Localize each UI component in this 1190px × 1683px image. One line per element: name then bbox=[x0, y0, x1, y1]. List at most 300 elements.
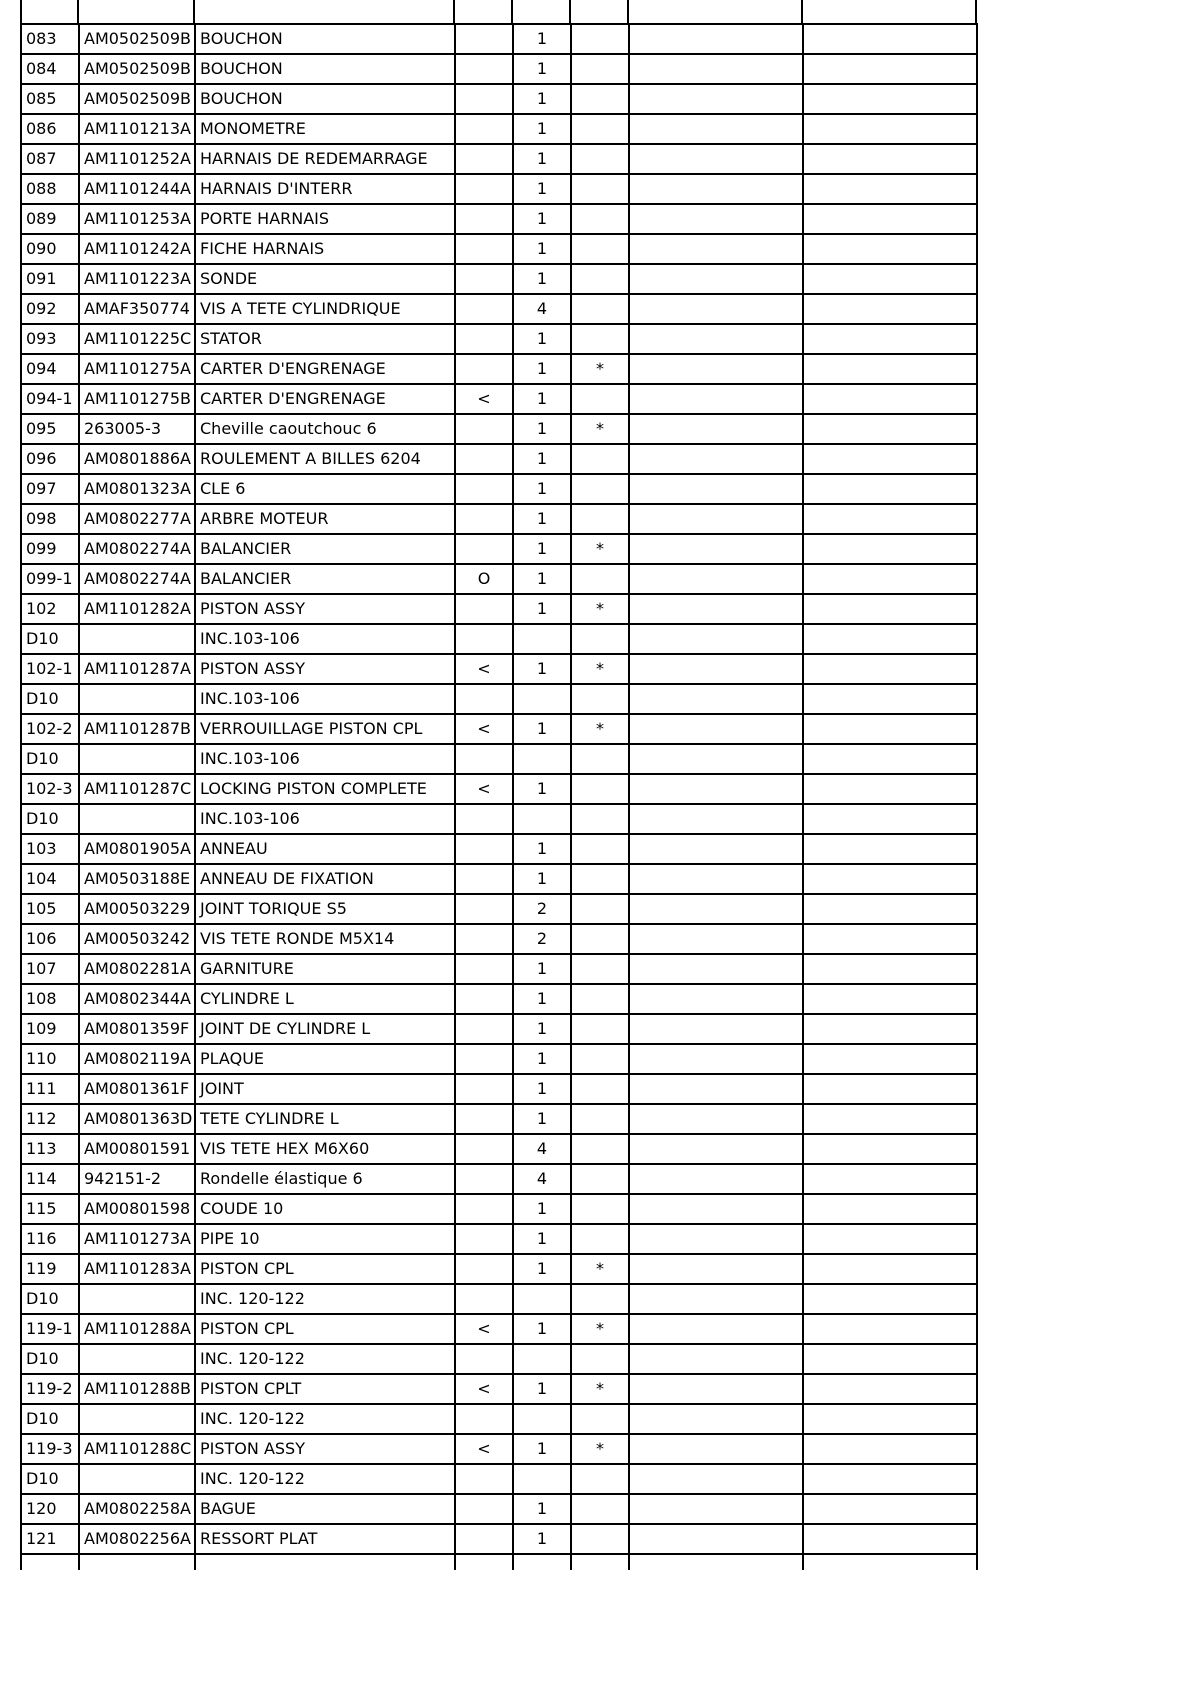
table-row bbox=[21, 534, 977, 564]
table-row bbox=[21, 1464, 977, 1494]
cell-part-number: AM0801886A bbox=[79, 444, 195, 474]
cell-marker bbox=[571, 1494, 629, 1524]
cell-item-number: 119-3 bbox=[21, 1434, 79, 1464]
table-row bbox=[21, 1344, 977, 1374]
cell-note-flag bbox=[455, 1224, 513, 1254]
cell-marker bbox=[571, 834, 629, 864]
table-row-continuation bbox=[21, 1554, 977, 1570]
cell-extra bbox=[803, 1314, 977, 1344]
cell-extra bbox=[803, 384, 977, 414]
table-row bbox=[21, 744, 977, 774]
cell-marker bbox=[571, 144, 629, 174]
table-row bbox=[21, 474, 977, 504]
cell-description: BALANCIER bbox=[195, 534, 455, 564]
cell-quantity: 1 bbox=[513, 564, 571, 594]
cell-note-flag bbox=[455, 624, 513, 654]
table-row bbox=[21, 1104, 977, 1134]
cell-part-number: 942151-2 bbox=[79, 1164, 195, 1194]
cell-extra bbox=[803, 1104, 977, 1134]
table-row bbox=[21, 984, 977, 1014]
cell-part-number: AM0503188E bbox=[79, 864, 195, 894]
cell-description: PISTON CPL bbox=[195, 1254, 455, 1284]
cell-marker bbox=[571, 1404, 629, 1434]
cell-remarks bbox=[629, 624, 803, 654]
cell-extra bbox=[803, 804, 977, 834]
cell-remarks bbox=[629, 1254, 803, 1284]
cell-remarks bbox=[629, 774, 803, 804]
cell-item-number: 110 bbox=[21, 1044, 79, 1074]
table-row bbox=[21, 444, 977, 474]
cell-part-number bbox=[79, 1404, 195, 1434]
table-row bbox=[21, 924, 977, 954]
table-row bbox=[21, 714, 977, 744]
table-row bbox=[21, 1224, 977, 1254]
cell-remarks bbox=[629, 444, 803, 474]
cell-marker bbox=[571, 234, 629, 264]
cell-part-number: AM1101273A bbox=[79, 1224, 195, 1254]
cell-part-number: AM1101287A bbox=[79, 654, 195, 684]
cell-marker bbox=[571, 174, 629, 204]
cell-part-number: AM1101287B bbox=[79, 714, 195, 744]
cell-marker bbox=[571, 954, 629, 984]
cell-marker bbox=[571, 504, 629, 534]
cell-remarks bbox=[629, 654, 803, 684]
cell-quantity: 1 bbox=[513, 1104, 571, 1134]
cell-marker: * bbox=[571, 354, 629, 384]
cell-item-number: 113 bbox=[21, 1134, 79, 1164]
table-row bbox=[21, 1254, 977, 1284]
cell-note-flag: < bbox=[455, 1314, 513, 1344]
cell-part-number: AM0802274A bbox=[79, 534, 195, 564]
cell-extra bbox=[803, 1494, 977, 1524]
cell-note-flag bbox=[455, 1254, 513, 1284]
column-divider-line bbox=[975, 0, 977, 23]
cell-part-number: AM1101283A bbox=[79, 1254, 195, 1284]
cell-marker bbox=[571, 1464, 629, 1494]
cell-note-flag: < bbox=[455, 774, 513, 804]
column-divider-line bbox=[20, 0, 22, 23]
cell-quantity: 2 bbox=[513, 894, 571, 924]
cell-item-number: 098 bbox=[21, 504, 79, 534]
cell-item-number: 093 bbox=[21, 324, 79, 354]
table-row bbox=[21, 624, 977, 654]
cell-remarks bbox=[629, 84, 803, 114]
cell-quantity: 1 bbox=[513, 1524, 571, 1554]
cell-remarks bbox=[629, 804, 803, 834]
cell-item-number: 105 bbox=[21, 894, 79, 924]
cell-quantity bbox=[513, 684, 571, 714]
cell-quantity: 1 bbox=[513, 984, 571, 1014]
cell-marker: * bbox=[571, 1254, 629, 1284]
cell-description: CYLINDRE L bbox=[195, 984, 455, 1014]
cell-description: Cheville caoutchouc 6 bbox=[195, 414, 455, 444]
column-divider-line bbox=[453, 0, 455, 23]
cell-note-flag bbox=[455, 114, 513, 144]
cell-part-number: AM1101244A bbox=[79, 174, 195, 204]
cell-marker bbox=[571, 84, 629, 114]
cell-extra bbox=[803, 864, 977, 894]
cell-quantity bbox=[513, 1344, 571, 1374]
cell-description: HARNAIS DE REDEMARRAGE bbox=[195, 144, 455, 174]
cell-item-number: 086 bbox=[21, 114, 79, 144]
cell-quantity: 1 bbox=[513, 1314, 571, 1344]
cell-description: VIS TETE HEX M6X60 bbox=[195, 1134, 455, 1164]
cell-extra bbox=[803, 924, 977, 954]
cell-extra bbox=[803, 504, 977, 534]
cell-note-flag bbox=[455, 414, 513, 444]
cell-extra bbox=[803, 1284, 977, 1314]
cell-quantity: 1 bbox=[513, 234, 571, 264]
cell-extra bbox=[803, 954, 977, 984]
cell-quantity: 1 bbox=[513, 114, 571, 144]
cell-description: ROULEMENT A BILLES 6204 bbox=[195, 444, 455, 474]
cell-remarks bbox=[629, 1224, 803, 1254]
cell-description: MONOMETRE bbox=[195, 114, 455, 144]
cell-part-number: AM0802281A bbox=[79, 954, 195, 984]
table-row bbox=[21, 1014, 977, 1044]
table-row bbox=[21, 564, 977, 594]
cell-part-number bbox=[79, 624, 195, 654]
cell-extra bbox=[803, 1014, 977, 1044]
cell-quantity bbox=[513, 624, 571, 654]
cell-quantity: 1 bbox=[513, 1374, 571, 1404]
cell-note-flag bbox=[455, 1284, 513, 1314]
cell-description: COUDE 10 bbox=[195, 1194, 455, 1224]
cell-item-number: 102-1 bbox=[21, 654, 79, 684]
cell-item-number: D10 bbox=[21, 624, 79, 654]
cell-description: PISTON CPL bbox=[195, 1314, 455, 1344]
cell-extra bbox=[803, 744, 977, 774]
table-row bbox=[21, 1374, 977, 1404]
cell-item-number: 102-3 bbox=[21, 774, 79, 804]
cell-extra bbox=[803, 54, 977, 84]
cell-remarks bbox=[629, 1134, 803, 1164]
cell-extra bbox=[803, 894, 977, 924]
cell-part-number: AM0801905A bbox=[79, 834, 195, 864]
cell-extra bbox=[803, 654, 977, 684]
cell-remarks bbox=[629, 834, 803, 864]
cell-note-flag bbox=[455, 354, 513, 384]
table-row bbox=[21, 774, 977, 804]
cell-remarks bbox=[629, 684, 803, 714]
cell-part-number: AM1101275B bbox=[79, 384, 195, 414]
cell-extra bbox=[803, 1404, 977, 1434]
cell-description: INC. 120-122 bbox=[195, 1284, 455, 1314]
cell-remarks bbox=[629, 864, 803, 894]
cell-item-number: 099-1 bbox=[21, 564, 79, 594]
cell-note-flag bbox=[455, 1014, 513, 1044]
cell-remarks bbox=[629, 1194, 803, 1224]
cell-note-flag bbox=[455, 144, 513, 174]
cell-empty bbox=[21, 1554, 79, 1570]
cell-part-number: AM1101213A bbox=[79, 114, 195, 144]
cell-note-flag bbox=[455, 84, 513, 114]
cell-extra bbox=[803, 234, 977, 264]
cell-extra bbox=[803, 624, 977, 654]
cell-remarks bbox=[629, 174, 803, 204]
cell-quantity: 1 bbox=[513, 594, 571, 624]
cell-item-number: 090 bbox=[21, 234, 79, 264]
cell-marker bbox=[571, 804, 629, 834]
table-row bbox=[21, 84, 977, 114]
cell-remarks bbox=[629, 1014, 803, 1044]
cell-note-flag: O bbox=[455, 564, 513, 594]
table-row bbox=[21, 1494, 977, 1524]
cell-item-number: 095 bbox=[21, 414, 79, 444]
cell-note-flag bbox=[455, 1164, 513, 1194]
cell-extra bbox=[803, 1164, 977, 1194]
parts-list-table bbox=[20, 23, 978, 1570]
cell-quantity: 1 bbox=[513, 144, 571, 174]
cell-note-flag bbox=[455, 504, 513, 534]
table-row bbox=[21, 1284, 977, 1314]
cell-remarks bbox=[629, 414, 803, 444]
cell-description: BOUCHON bbox=[195, 54, 455, 84]
cell-description: HARNAIS D'INTERR bbox=[195, 174, 455, 204]
column-divider-line bbox=[627, 0, 629, 23]
cell-part-number: 263005-3 bbox=[79, 414, 195, 444]
cell-description: PISTON ASSY bbox=[195, 654, 455, 684]
cell-description: INC.103-106 bbox=[195, 684, 455, 714]
cell-marker bbox=[571, 1014, 629, 1044]
cell-quantity: 1 bbox=[513, 384, 571, 414]
table-row bbox=[21, 1194, 977, 1224]
cell-description: PISTON ASSY bbox=[195, 1434, 455, 1464]
cell-extra bbox=[803, 774, 977, 804]
cell-part-number: AMAF350774 bbox=[79, 294, 195, 324]
cell-note-flag bbox=[455, 924, 513, 954]
cell-item-number: D10 bbox=[21, 744, 79, 774]
cell-extra bbox=[803, 834, 977, 864]
cell-item-number: 094-1 bbox=[21, 384, 79, 414]
cell-marker bbox=[571, 384, 629, 414]
table-row bbox=[21, 1314, 977, 1344]
cell-description: JOINT DE CYLINDRE L bbox=[195, 1014, 455, 1044]
cell-marker: * bbox=[571, 414, 629, 444]
cell-description: VERROUILLAGE PISTON CPL bbox=[195, 714, 455, 744]
cell-marker bbox=[571, 744, 629, 774]
cell-description: BAGUE bbox=[195, 1494, 455, 1524]
cell-note-flag bbox=[455, 864, 513, 894]
cell-item-number: 115 bbox=[21, 1194, 79, 1224]
cell-note-flag bbox=[455, 684, 513, 714]
cell-remarks bbox=[629, 144, 803, 174]
cell-quantity: 1 bbox=[513, 354, 571, 384]
table-row bbox=[21, 1074, 977, 1104]
cell-item-number: D10 bbox=[21, 684, 79, 714]
cell-empty bbox=[79, 1554, 195, 1570]
cell-note-flag bbox=[455, 1134, 513, 1164]
cell-part-number: AM0802256A bbox=[79, 1524, 195, 1554]
cell-extra bbox=[803, 564, 977, 594]
cell-description: BOUCHON bbox=[195, 24, 455, 54]
cell-quantity: 1 bbox=[513, 504, 571, 534]
cell-item-number: D10 bbox=[21, 1344, 79, 1374]
cell-item-number: 114 bbox=[21, 1164, 79, 1194]
cell-item-number: D10 bbox=[21, 804, 79, 834]
cell-quantity bbox=[513, 1464, 571, 1494]
cell-extra bbox=[803, 354, 977, 384]
cell-quantity: 1 bbox=[513, 474, 571, 504]
cell-extra bbox=[803, 1524, 977, 1554]
cell-quantity: 1 bbox=[513, 264, 571, 294]
cell-note-flag bbox=[455, 594, 513, 624]
cell-remarks bbox=[629, 54, 803, 84]
cell-remarks bbox=[629, 294, 803, 324]
table-row bbox=[21, 264, 977, 294]
cell-extra bbox=[803, 1224, 977, 1254]
cell-description: TETE CYLINDRE L bbox=[195, 1104, 455, 1134]
cell-quantity: 4 bbox=[513, 1164, 571, 1194]
cell-marker bbox=[571, 24, 629, 54]
cell-remarks bbox=[629, 504, 803, 534]
cell-description: STATOR bbox=[195, 324, 455, 354]
cell-marker bbox=[571, 204, 629, 234]
cell-part-number: AM0802344A bbox=[79, 984, 195, 1014]
cell-item-number: 092 bbox=[21, 294, 79, 324]
cell-item-number: 103 bbox=[21, 834, 79, 864]
cell-item-number: D10 bbox=[21, 1284, 79, 1314]
cell-remarks bbox=[629, 234, 803, 264]
cell-marker bbox=[571, 984, 629, 1014]
cell-marker bbox=[571, 894, 629, 924]
cell-description: PORTE HARNAIS bbox=[195, 204, 455, 234]
cell-marker bbox=[571, 54, 629, 84]
cell-item-number: 119-1 bbox=[21, 1314, 79, 1344]
cell-note-flag bbox=[455, 174, 513, 204]
cell-remarks bbox=[629, 24, 803, 54]
cell-marker bbox=[571, 864, 629, 894]
cell-empty bbox=[803, 1554, 977, 1570]
cell-marker bbox=[571, 684, 629, 714]
cell-extra bbox=[803, 534, 977, 564]
cell-extra bbox=[803, 24, 977, 54]
cell-part-number: AM0801361F bbox=[79, 1074, 195, 1104]
cell-remarks bbox=[629, 474, 803, 504]
cell-marker bbox=[571, 1164, 629, 1194]
cell-note-flag bbox=[455, 234, 513, 264]
cell-extra bbox=[803, 84, 977, 114]
cell-note-flag bbox=[455, 984, 513, 1014]
cell-quantity: 1 bbox=[513, 1074, 571, 1104]
cell-part-number: AM1101242A bbox=[79, 234, 195, 264]
cell-remarks bbox=[629, 714, 803, 744]
table-row bbox=[21, 864, 977, 894]
cell-remarks bbox=[629, 384, 803, 414]
cell-part-number: AM1101225C bbox=[79, 324, 195, 354]
table-row bbox=[21, 414, 977, 444]
cell-marker bbox=[571, 324, 629, 354]
cell-item-number: 096 bbox=[21, 444, 79, 474]
cell-remarks bbox=[629, 1344, 803, 1374]
cell-marker bbox=[571, 1044, 629, 1074]
cell-item-number: 084 bbox=[21, 54, 79, 84]
cell-marker bbox=[571, 1284, 629, 1314]
cell-note-flag: < bbox=[455, 654, 513, 684]
cell-remarks bbox=[629, 564, 803, 594]
cell-description: PISTON CPLT bbox=[195, 1374, 455, 1404]
cell-quantity: 1 bbox=[513, 54, 571, 84]
cell-note-flag bbox=[455, 1044, 513, 1074]
column-divider-line bbox=[77, 0, 79, 23]
cell-item-number: 102 bbox=[21, 594, 79, 624]
cell-note-flag bbox=[455, 834, 513, 864]
cell-item-number: 087 bbox=[21, 144, 79, 174]
cell-note-flag bbox=[455, 1344, 513, 1374]
table-row bbox=[21, 144, 977, 174]
cell-extra bbox=[803, 1254, 977, 1284]
cell-description: JOINT bbox=[195, 1074, 455, 1104]
cell-marker bbox=[571, 1524, 629, 1554]
column-divider-line bbox=[801, 0, 803, 23]
cell-part-number: AM1101223A bbox=[79, 264, 195, 294]
cell-part-number: AM00503229 bbox=[79, 894, 195, 924]
cell-extra bbox=[803, 414, 977, 444]
cell-remarks bbox=[629, 354, 803, 384]
table-row bbox=[21, 324, 977, 354]
cell-quantity: 4 bbox=[513, 294, 571, 324]
cell-part-number: AM0502509B bbox=[79, 54, 195, 84]
cell-description: LOCKING PISTON COMPLETE bbox=[195, 774, 455, 804]
cell-description: GARNITURE bbox=[195, 954, 455, 984]
table-row bbox=[21, 54, 977, 84]
cell-item-number: 104 bbox=[21, 864, 79, 894]
table-row bbox=[21, 834, 977, 864]
cell-note-flag bbox=[455, 294, 513, 324]
cell-extra bbox=[803, 474, 977, 504]
cell-quantity: 2 bbox=[513, 924, 571, 954]
cell-remarks bbox=[629, 1494, 803, 1524]
cell-extra bbox=[803, 144, 977, 174]
cell-description: RESSORT PLAT bbox=[195, 1524, 455, 1554]
cell-description: BOUCHON bbox=[195, 84, 455, 114]
cell-remarks bbox=[629, 954, 803, 984]
cell-note-flag bbox=[455, 204, 513, 234]
cell-remarks bbox=[629, 1434, 803, 1464]
cell-part-number: AM00801598 bbox=[79, 1194, 195, 1224]
cell-extra bbox=[803, 594, 977, 624]
cell-item-number: 116 bbox=[21, 1224, 79, 1254]
table-row bbox=[21, 384, 977, 414]
cell-description: ARBRE MOTEUR bbox=[195, 504, 455, 534]
cell-quantity: 1 bbox=[513, 1044, 571, 1074]
cell-note-flag bbox=[455, 54, 513, 84]
cell-note-flag bbox=[455, 444, 513, 474]
cell-note-flag bbox=[455, 534, 513, 564]
table-row bbox=[21, 684, 977, 714]
table-row bbox=[21, 594, 977, 624]
cell-remarks bbox=[629, 264, 803, 294]
cell-part-number: AM0802277A bbox=[79, 504, 195, 534]
cell-part-number: AM00503242 bbox=[79, 924, 195, 954]
cell-part-number: AM1101287C bbox=[79, 774, 195, 804]
cell-description: PISTON ASSY bbox=[195, 594, 455, 624]
cell-item-number: 119-2 bbox=[21, 1374, 79, 1404]
cell-extra bbox=[803, 1134, 977, 1164]
cell-remarks bbox=[629, 114, 803, 144]
table-row bbox=[21, 804, 977, 834]
cell-extra bbox=[803, 1074, 977, 1104]
cell-note-flag bbox=[455, 804, 513, 834]
cell-extra bbox=[803, 174, 977, 204]
table-row bbox=[21, 1134, 977, 1164]
cell-description: VIS A TETE CYLINDRIQUE bbox=[195, 294, 455, 324]
cell-note-flag bbox=[455, 1104, 513, 1134]
cell-remarks bbox=[629, 1404, 803, 1434]
cell-quantity: 1 bbox=[513, 954, 571, 984]
cell-part-number: AM1101252A bbox=[79, 144, 195, 174]
cell-extra bbox=[803, 1464, 977, 1494]
